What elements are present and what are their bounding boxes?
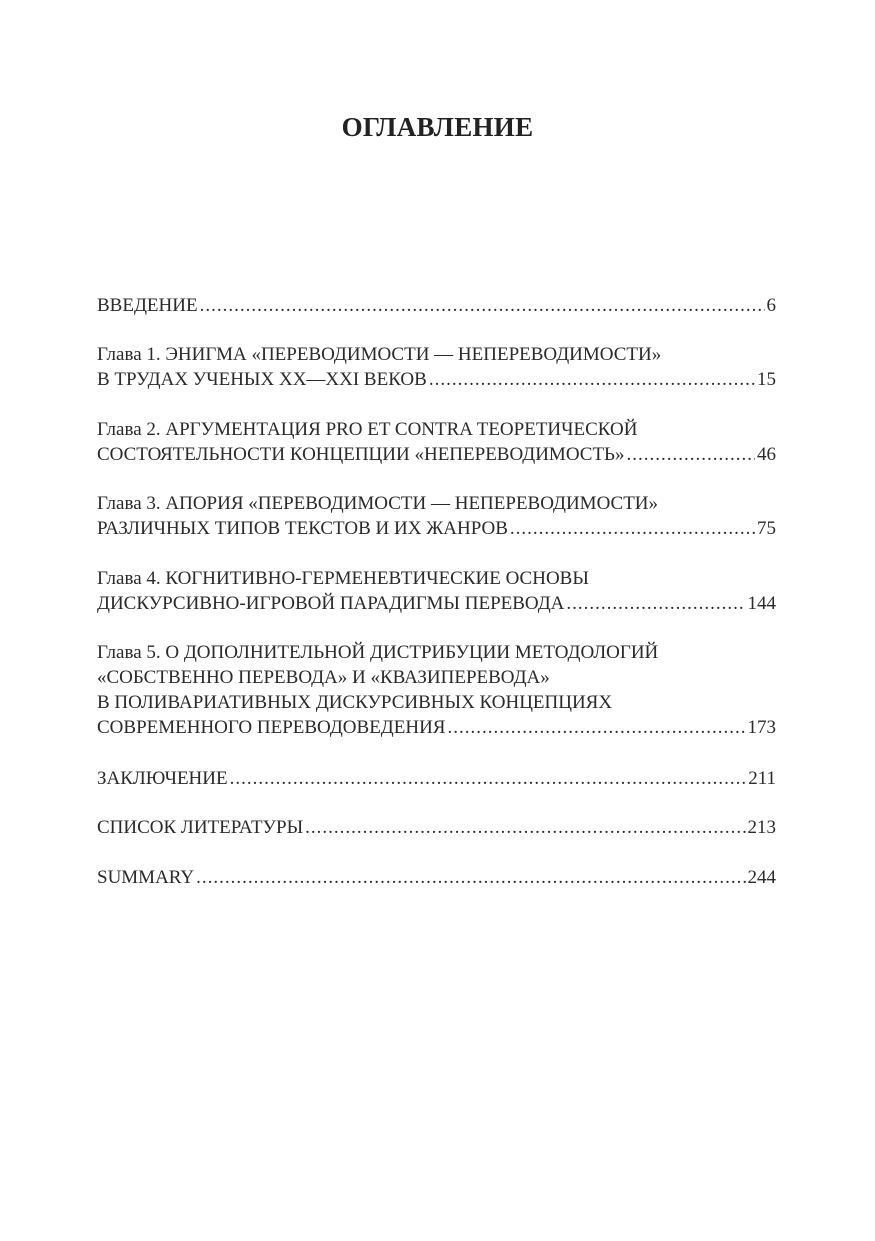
- toc-entry-title-line: В ПОЛИВАРИАТИВНЫХ ДИСКУРСИВНЫХ КОНЦЕПЦИЯХ: [97, 692, 613, 713]
- toc-page-number: 75: [757, 518, 776, 539]
- toc-page-number: 15: [757, 369, 776, 390]
- toc-page-number: 244: [747, 867, 776, 888]
- toc-entry-title: SUMMARY: [97, 867, 195, 888]
- toc-entry-chapter-4[interactable]: [97, 566, 776, 616]
- toc-entry-conclusion[interactable]: [97, 766, 776, 791]
- toc-entry-bibliography[interactable]: [97, 815, 776, 840]
- toc-entry-title-line: «СОБСТВЕННО ПЕРЕВОДА» И «КВАЗИПЕРЕВОДА»: [97, 667, 550, 688]
- dot-leader: [305, 815, 745, 840]
- toc-entry-line: [97, 715, 776, 740]
- toc-entry-title: СПИСОК ЛИТЕРАТУРЫ: [97, 817, 304, 838]
- toc-entry-title: В ТРУДАХ УЧЕНЫХ XX—XXI ВЕКОВ: [97, 369, 427, 390]
- toc-page-number: 46: [757, 444, 776, 465]
- toc-page-number: 144: [747, 593, 776, 614]
- toc-entry-line: [97, 591, 776, 616]
- toc-entry-title: СОСТОЯТЕЛЬНОСТИ КОНЦЕПЦИИ «НЕПЕРЕВОДИМОСТЬ»: [97, 444, 625, 465]
- toc-entry-line: [97, 815, 776, 840]
- toc-entry-chapter-1[interactable]: [97, 342, 776, 392]
- toc-page-number: 213: [747, 817, 776, 838]
- toc-entry-title: ДИСКУРСИВНО-ИГРОВОЙ ПАРАДИГМЫ ПЕРЕВОДА: [97, 593, 565, 614]
- dot-leader: [566, 591, 745, 616]
- toc-entry-line: [97, 293, 776, 318]
- toc-entry-title-line: Глава 3. АПОРИЯ «ПЕРЕВОДИМОСТИ — НЕПЕРЕВОДИМОСТИ»: [97, 493, 659, 514]
- toc-entry-title-line: Глава 2. АРГУМЕНТАЦИЯ PRO ET CONTRA ТЕОРЕТИЧЕСКОЙ: [97, 419, 638, 440]
- toc-entry-title-line: Глава 5. О ДОПОЛНИТЕЛЬНОЙ ДИСТРИБУЦИИ МЕТОДОЛОГИЙ: [97, 642, 659, 663]
- toc-page-number: 173: [747, 717, 776, 738]
- dot-leader: [626, 442, 755, 467]
- toc-entry-introduction[interactable]: [97, 293, 776, 318]
- toc-entry-chapter-3[interactable]: [97, 491, 776, 541]
- dot-leader: [510, 516, 755, 541]
- toc-entry-title: РАЗЛИЧНЫХ ТИПОВ ТЕКСТОВ И ИХ ЖАНРОВ: [97, 518, 508, 539]
- toc-entry-chapter-5[interactable]: [97, 640, 776, 740]
- toc-entry-title: ВВЕДЕНИЕ: [97, 295, 198, 316]
- page-title: ОГЛАВЛЕНИЕ: [341, 112, 534, 142]
- toc-entry-title-line: Глава 1. ЭНИГМА «ПЕРЕВОДИМОСТИ — НЕПЕРЕВОДИМОСТИ»: [97, 344, 662, 365]
- dot-leader: [447, 715, 745, 740]
- toc-page-number: 211: [748, 768, 776, 789]
- toc-entry-line: [97, 766, 776, 791]
- dot-leader: [196, 865, 745, 890]
- dot-leader: [200, 293, 765, 318]
- toc-entry-line: [97, 516, 776, 541]
- toc-page-number: 6: [766, 295, 776, 316]
- toc-entry-line: [97, 367, 776, 392]
- toc-entry-line: [97, 442, 776, 467]
- toc-entry-title: СОВРЕМЕННОГО ПЕРЕВОДОВЕДЕНИЯ: [97, 717, 446, 738]
- toc-entry-title: ЗАКЛЮЧЕНИЕ: [97, 768, 228, 789]
- toc-entry-chapter-2[interactable]: [97, 417, 776, 467]
- toc-entry-line: [97, 865, 776, 890]
- dot-leader: [230, 766, 747, 791]
- toc-entry-summary[interactable]: [97, 865, 776, 890]
- toc-entry-title-line: Глава 4. КОГНИТИВНО-ГЕРМЕНЕВТИЧЕСКИЕ ОСНОВЫ: [97, 568, 589, 589]
- dot-leader: [429, 367, 755, 392]
